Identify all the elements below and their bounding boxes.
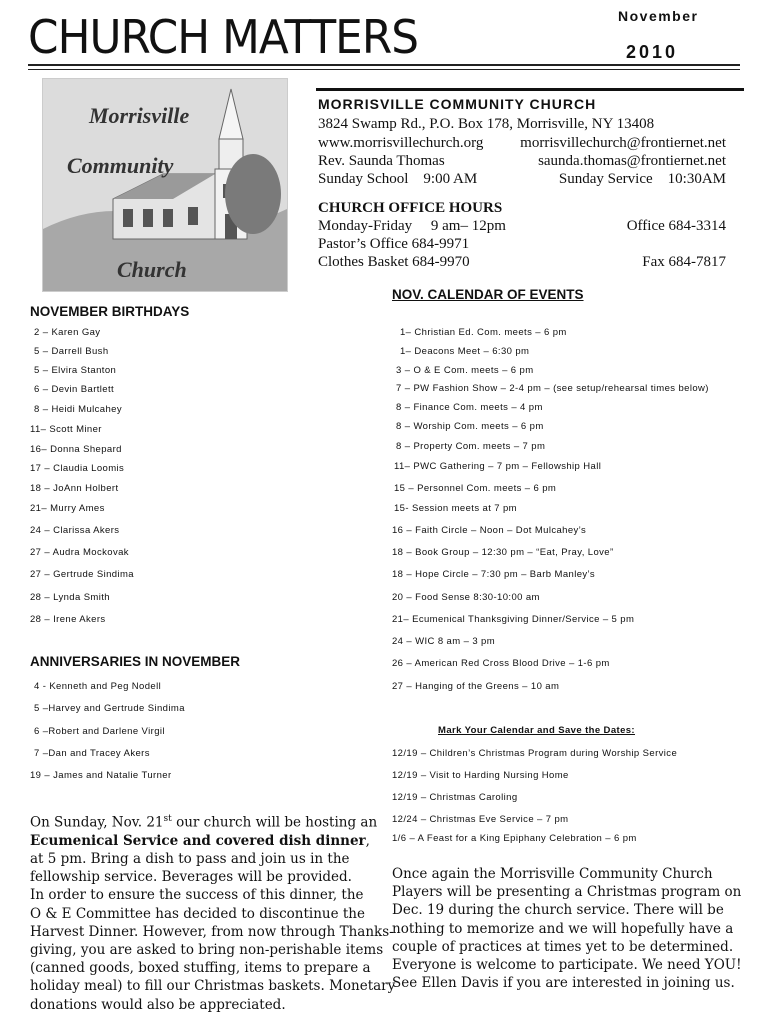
- sunday-service-time: Sunday Service 10:30AM: [558, 171, 726, 187]
- birthday-item: 6 – Devin Bartlett: [34, 384, 115, 395]
- logo-text-line2: Community: [67, 153, 174, 178]
- save-date-item: 1/6 – A Feast for a King Epiphany Celebration – 6 pm: [392, 833, 637, 844]
- birthday-item: 27 – Audra Mockovak: [30, 547, 129, 558]
- paragraph-line: at 5 pm. Bring a dish to pass and join us in the: [30, 850, 350, 867]
- paragraph-line: donations would also be appreciated.: [30, 996, 286, 1013]
- calendar-event: 21– Ecumenical Thanksgiving Dinner/Service – 5 pm: [392, 614, 635, 625]
- calendar-event: 15 – Personnel Com. meets – 6 pm: [394, 483, 557, 494]
- contact-row-web: [318, 135, 726, 152]
- paragraph-line: In order to ensure the success of this dinner, the: [30, 887, 364, 904]
- calendar-event: 7 – PW Fashion Show – 2-4 pm – (see setup/rehearsal times below): [396, 383, 709, 394]
- birthday-item: 8 – Heidi Mulcahey: [34, 404, 122, 415]
- birthday-item: 27 – Gertrude Sindima: [30, 569, 134, 580]
- paragraph-line: O & E Committee has decided to discontinue the: [30, 905, 365, 922]
- save-date-item: 12/24 – Christmas Eve Service – 7 pm: [392, 814, 569, 825]
- paragraph-line: Once again the Morrisville Community Church: [392, 866, 713, 882]
- paragraph-line: couple of practices at times yet to be determined.: [392, 938, 734, 955]
- church-logo: [42, 78, 288, 292]
- paragraph-line: Players will be presenting a Christmas program on: [392, 884, 742, 901]
- calendar-event: 1– Deacons Meet – 6:30 pm: [400, 346, 530, 357]
- issue-month: November: [618, 8, 699, 24]
- paragraph-line: Dec. 19 during the church service. There will be: [392, 902, 724, 919]
- logo-text-line3: Church: [117, 257, 187, 282]
- anniversary-item: 6 –Robert and Darlene Virgil: [34, 726, 165, 737]
- clothes-basket-phone: Clothes Basket 684-9970: [318, 254, 470, 270]
- pastor-name: Rev. Saunda Thomas: [318, 153, 445, 169]
- calendar-event: 27 – Hanging of the Greens – 10 am: [392, 681, 560, 692]
- pastor-email[interactable]: saunda.thomas@frontiernet.net: [538, 153, 726, 169]
- contact-row-pastor: [318, 153, 726, 170]
- newsletter-title: CHURCH MATTERS: [28, 10, 419, 64]
- header-rule: [28, 64, 740, 66]
- paragraph-line: On Sunday, Nov. 21st our church will be hosting an: [30, 814, 378, 831]
- calendar-event: 8 – Finance Com. meets – 4 pm: [396, 402, 543, 413]
- christmas-players-paragraph: [392, 865, 742, 992]
- birthday-item: 2 – Karen Gay: [34, 327, 101, 338]
- paragraph-line: fellowship service. Beverages will be provided.: [30, 869, 352, 886]
- paragraph-line: (canned goods, boxed stuffing, items to prepare a: [30, 960, 371, 977]
- office-hours: Monday-Friday 9 am– 12pm: [318, 218, 506, 234]
- ecumenical-service-paragraph: [30, 810, 396, 1014]
- office-phone: Office 684-3314: [626, 218, 726, 234]
- calendar-event: 18 – Book Group – 12:30 pm – “Eat, Pray, Love”: [392, 547, 614, 558]
- calendar-event: 15- Session meets at 7 pm: [394, 503, 517, 514]
- calendar-event: 26 – American Red Cross Blood Drive – 1-6 pm: [392, 658, 610, 669]
- issue-year: 2010: [626, 42, 679, 62]
- anniversaries-heading: ANNIVERSARIES IN NOVEMBER: [30, 654, 241, 669]
- calendar-event: 11– PWC Gathering – 7 pm – Fellowship Hall: [394, 461, 602, 472]
- calendar-event: 16 – Faith Circle – Noon – Dot Mulcahey’s: [392, 525, 587, 536]
- office-hours-row: [318, 218, 726, 235]
- calendar-event: 18 – Hope Circle – 7:30 pm – Barb Manley’s: [392, 569, 596, 580]
- anniversary-item: 4 - Kenneth and Peg Nodell: [34, 681, 162, 692]
- birthday-item: 17 – Claudia Loomis: [30, 463, 125, 474]
- church-address: 3824 Swamp Rd., P.O. Box 178, Morrisville, NY 13408: [318, 116, 655, 132]
- birthday-item: 28 – Irene Akers: [30, 614, 106, 625]
- service-times-row: [318, 171, 726, 188]
- paragraph-line: Ecumenical Service and covered dish dinner,: [30, 832, 370, 849]
- birthday-item: 28 – Lynda Smith: [30, 592, 110, 603]
- birthday-item: 24 – Clarissa Akers: [30, 525, 120, 536]
- anniversary-item: 7 –Dan and Tracey Akers: [34, 748, 150, 759]
- info-rule: [316, 88, 744, 91]
- calendar-event: 3 – O & E Com. meets – 6 pm: [396, 365, 534, 376]
- anniversary-item: 19 – James and Natalie Turner: [30, 770, 172, 781]
- birthday-item: 18 – JoAnn Holbert: [30, 483, 119, 494]
- paragraph-line: nothing to memorize and we will hopefully have a: [392, 920, 734, 937]
- logo-text-line1: Morrisville: [89, 103, 190, 128]
- paragraph-line: Harvest Dinner. However, from now through Thanks-: [30, 923, 394, 940]
- anniversary-item: 5 –Harvey and Gertrude Sindima: [34, 703, 185, 714]
- save-date-item: 12/19 – Visit to Harding Nursing Home: [392, 770, 569, 781]
- paragraph-line: Everyone is welcome to participate. We need YOU!: [392, 957, 742, 974]
- birthday-item: 5 – Elvira Stanton: [34, 365, 117, 376]
- calendar-event: 8 – Property Com. meets – 7 pm: [396, 441, 546, 452]
- clothes-fax-row: [318, 254, 726, 271]
- calendar-event: 20 – Food Sense 8:30-10:00 am: [392, 592, 540, 603]
- birthdays-heading: NOVEMBER BIRTHDAYS: [30, 304, 190, 319]
- calendar-heading: NOV. CALENDAR OF EVENTS: [392, 287, 584, 302]
- birthday-item: 5 – Darrell Bush: [34, 346, 109, 357]
- church-email[interactable]: morrisvillechurch@frontiernet.net: [520, 135, 726, 151]
- church-name: MORRISVILLE COMMUNITY CHURCH: [318, 96, 597, 112]
- sunday-school-time: Sunday School 9:00 AM: [318, 171, 478, 187]
- calendar-event: 24 – WIC 8 am – 3 pm: [392, 636, 496, 647]
- birthday-item: 11– Scott Miner: [30, 424, 102, 435]
- paragraph-line: See Ellen Davis if you are interested in joining us.: [392, 975, 735, 992]
- birthday-item: 21– Murry Ames: [30, 503, 105, 514]
- pastor-office-phone: Pastor’s Office 684-9971: [318, 236, 470, 252]
- church-website[interactable]: www.morrisvillechurch.org: [318, 135, 484, 151]
- save-date-item: 12/19 – Children’s Christmas Program during Worship Service: [392, 748, 678, 759]
- calendar-event: 8 – Worship Com. meets – 6 pm: [396, 421, 544, 432]
- paragraph-line: giving, you are asked to bring non-perishable items: [30, 941, 384, 958]
- paragraph-line: holiday meal) to fill our Christmas baskets. Monetary: [30, 978, 396, 995]
- birthday-item: 16– Donna Shepard: [30, 444, 122, 455]
- save-dates-heading: Mark Your Calendar and Save the Dates:: [438, 725, 635, 736]
- office-hours-heading: CHURCH OFFICE HOURS: [318, 200, 503, 216]
- header-rule-thin: [28, 69, 740, 70]
- calendar-event: 1– Christian Ed. Com. meets – 6 pm: [400, 327, 567, 338]
- fax-number: Fax 684-7817: [642, 254, 726, 270]
- save-date-item: 12/19 – Christmas Caroling: [392, 792, 518, 803]
